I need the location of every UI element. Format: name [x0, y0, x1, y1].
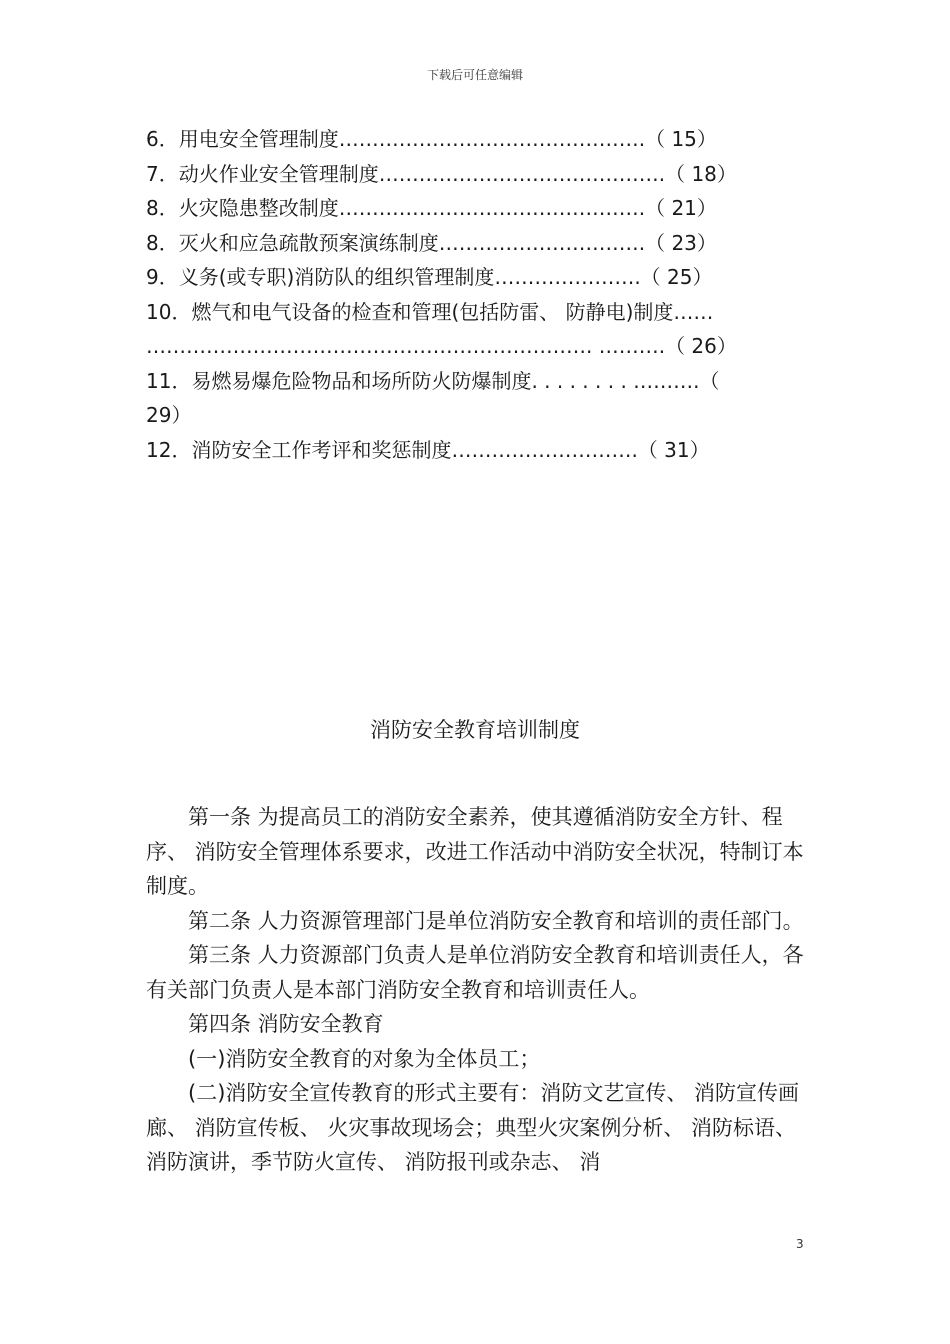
- toc-line: 9．义务(或专职)消防队的组织管理制度………………….（ 25）: [146, 265, 713, 289]
- section-title: 消防安全教育培训制度: [370, 718, 580, 742]
- body-text: [146, 800, 808, 1180]
- toc-line: 29）: [146, 403, 192, 427]
- toc-line: 8．火灾隐患整改制度……………………………………….（ 21）: [146, 196, 717, 220]
- toc-line: 7．动火作业安全管理制度…………………………………….（ 18）: [146, 161, 737, 186]
- toc-line: 8．灭火和应急疏散预案演练制度………………………….（ 23）: [146, 230, 717, 255]
- table-of-contents: [146, 122, 826, 467]
- article-paragraph: 第一条 为提高员工的消防安全素养，使其遵循消防安全方针、程序、 消防安全管理体系要求，改进工作活动中消防安全状况，特制订本制度。: [146, 805, 804, 898]
- article-paragraph: (二)消防安全宣传教育的形式主要有：消防文艺宣传、 消防宣传画廊、 消防宣传板、 火灾事故现场会；典型火灾案例分析、 消防标语、 消防演讲，季节防火宣传、 消防报刊或杂志、 消: [146, 1081, 800, 1174]
- page-number: 3: [796, 1237, 804, 1251]
- article-paragraph: 第三条 人力资源部门负责人是单位消防安全教育和培训责任人，各有关部门负责人是本部门消防安全教育和培训责任人。: [146, 943, 804, 1002]
- toc-line: 10．燃气和电气设备的检查和管理(包括防雷、 防静电)制度……: [146, 299, 714, 324]
- toc-line: 6．用电安全管理制度……………………………………….（ 15）: [146, 127, 717, 151]
- article-paragraph: (一)消防安全教育的对象为全体员工；: [188, 1046, 541, 1071]
- toc-line: 12．消防安全工作考评和奖惩制度……………………….（ 31）: [146, 437, 710, 462]
- toc-line: 11．易燃易爆危险物品和场所防火防爆制度. . . . . . . . ……….（: [146, 368, 720, 393]
- article-paragraph: 第二条 人力资源管理部门是单位消防安全教育和培训的责任部门。: [188, 908, 804, 933]
- toc-line: …………………………………………………………. ……….（ 26）: [146, 334, 737, 358]
- article-paragraph: 第四条 消防安全教育: [188, 1012, 384, 1036]
- page-header: 下载后可任意编辑: [426, 68, 523, 82]
